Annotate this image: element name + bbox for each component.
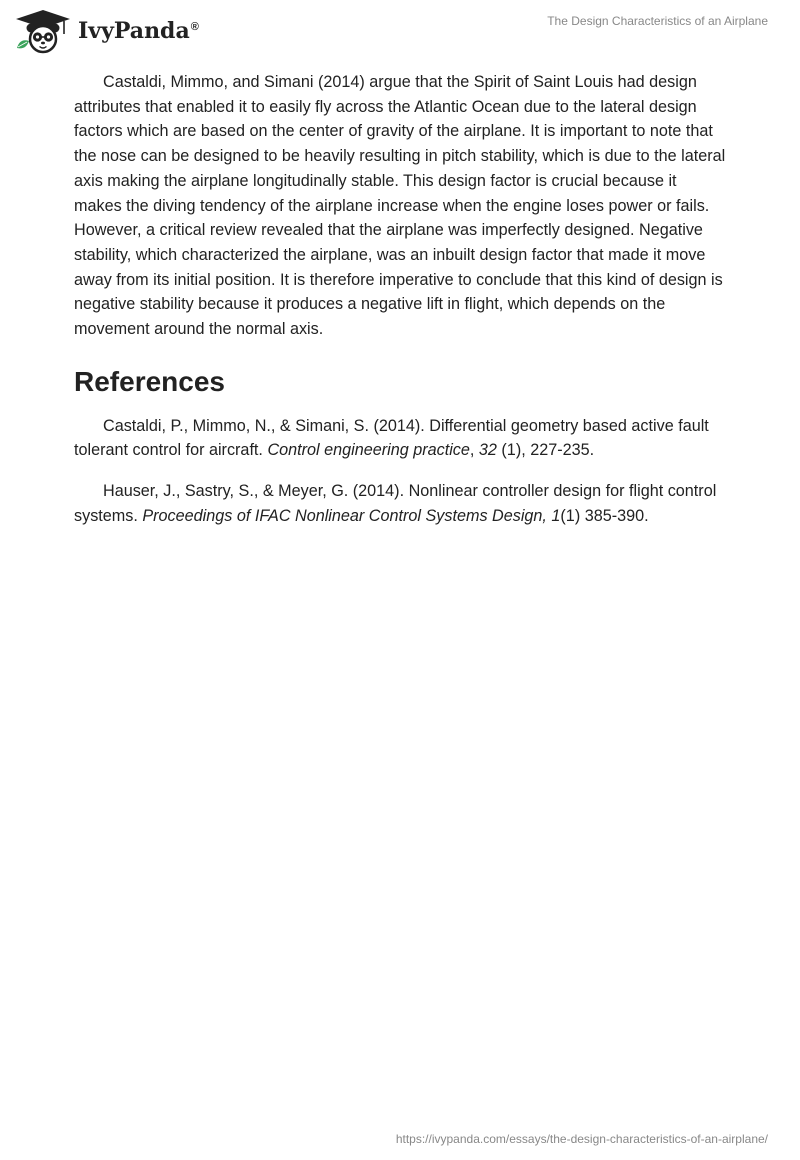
brand-logo[interactable] [14,8,199,54]
brand-name: IvyPanda® [78,18,199,44]
reference-pages: (1), 227-235. [496,441,595,460]
references-heading: References [74,365,225,397]
reference-authors-title: Hauser, J., Sastry, S., & Meyer, G. (2014). Nonlinear controller design for flight control systems. [74,482,717,525]
reference-volume: 32 [478,441,497,460]
document-title: The Design Characteristics of an Airplane [547,14,768,28]
reference-item [74,479,726,528]
panda-mascot-icon [14,8,72,54]
reference-item [74,414,726,463]
registered-mark: ® [190,20,199,33]
reference-journal: Proceedings of IFAC Nonlinear Control Systems Design, 1 [142,506,561,525]
reference-separator: , [469,441,479,460]
document-body [74,70,726,545]
source-url[interactable]: https://ivypanda.com/essays/the-design-characteristics-of-an-airplane/ [395,1132,768,1146]
reference-authors-title: Castaldi, P., Mimmo, N., & Simani, S. (2014). Differential geometry based active fault tolerant control for aircraft. [74,416,709,460]
references-list [74,414,726,529]
reference-journal: Control engineering practice [267,441,470,460]
body-paragraph: Castaldi, Mimmo, and Simani (2014) argue that the Spirit of Saint Louis had design attributes that enabled it to easily fly across the Atlantic Ocean due to the lateral design factors which are based on the center of gravity of the airplane. It is important to note that the nose can be designed to be heavily resulting in pitch stability, which is due to the lateral axis making the airplane longitudinally stable. This design factor is crucial because it makes the diving tendency of the airplane increase when the engine loses power or fails. However, a critical review revealed that the airplane was imperfectly designed. Negative stability, which characterized the airplane, was an inbuilt design factor that made it move away from its initial position. It is therefore imperative to conclude that this kind of design is negative stability because it produces a negative lift in flight, which depends on the movement around the normal axis. [74,73,726,339]
page-header [0,0,800,62]
reference-pages: (1) 385-390. [560,506,649,525]
